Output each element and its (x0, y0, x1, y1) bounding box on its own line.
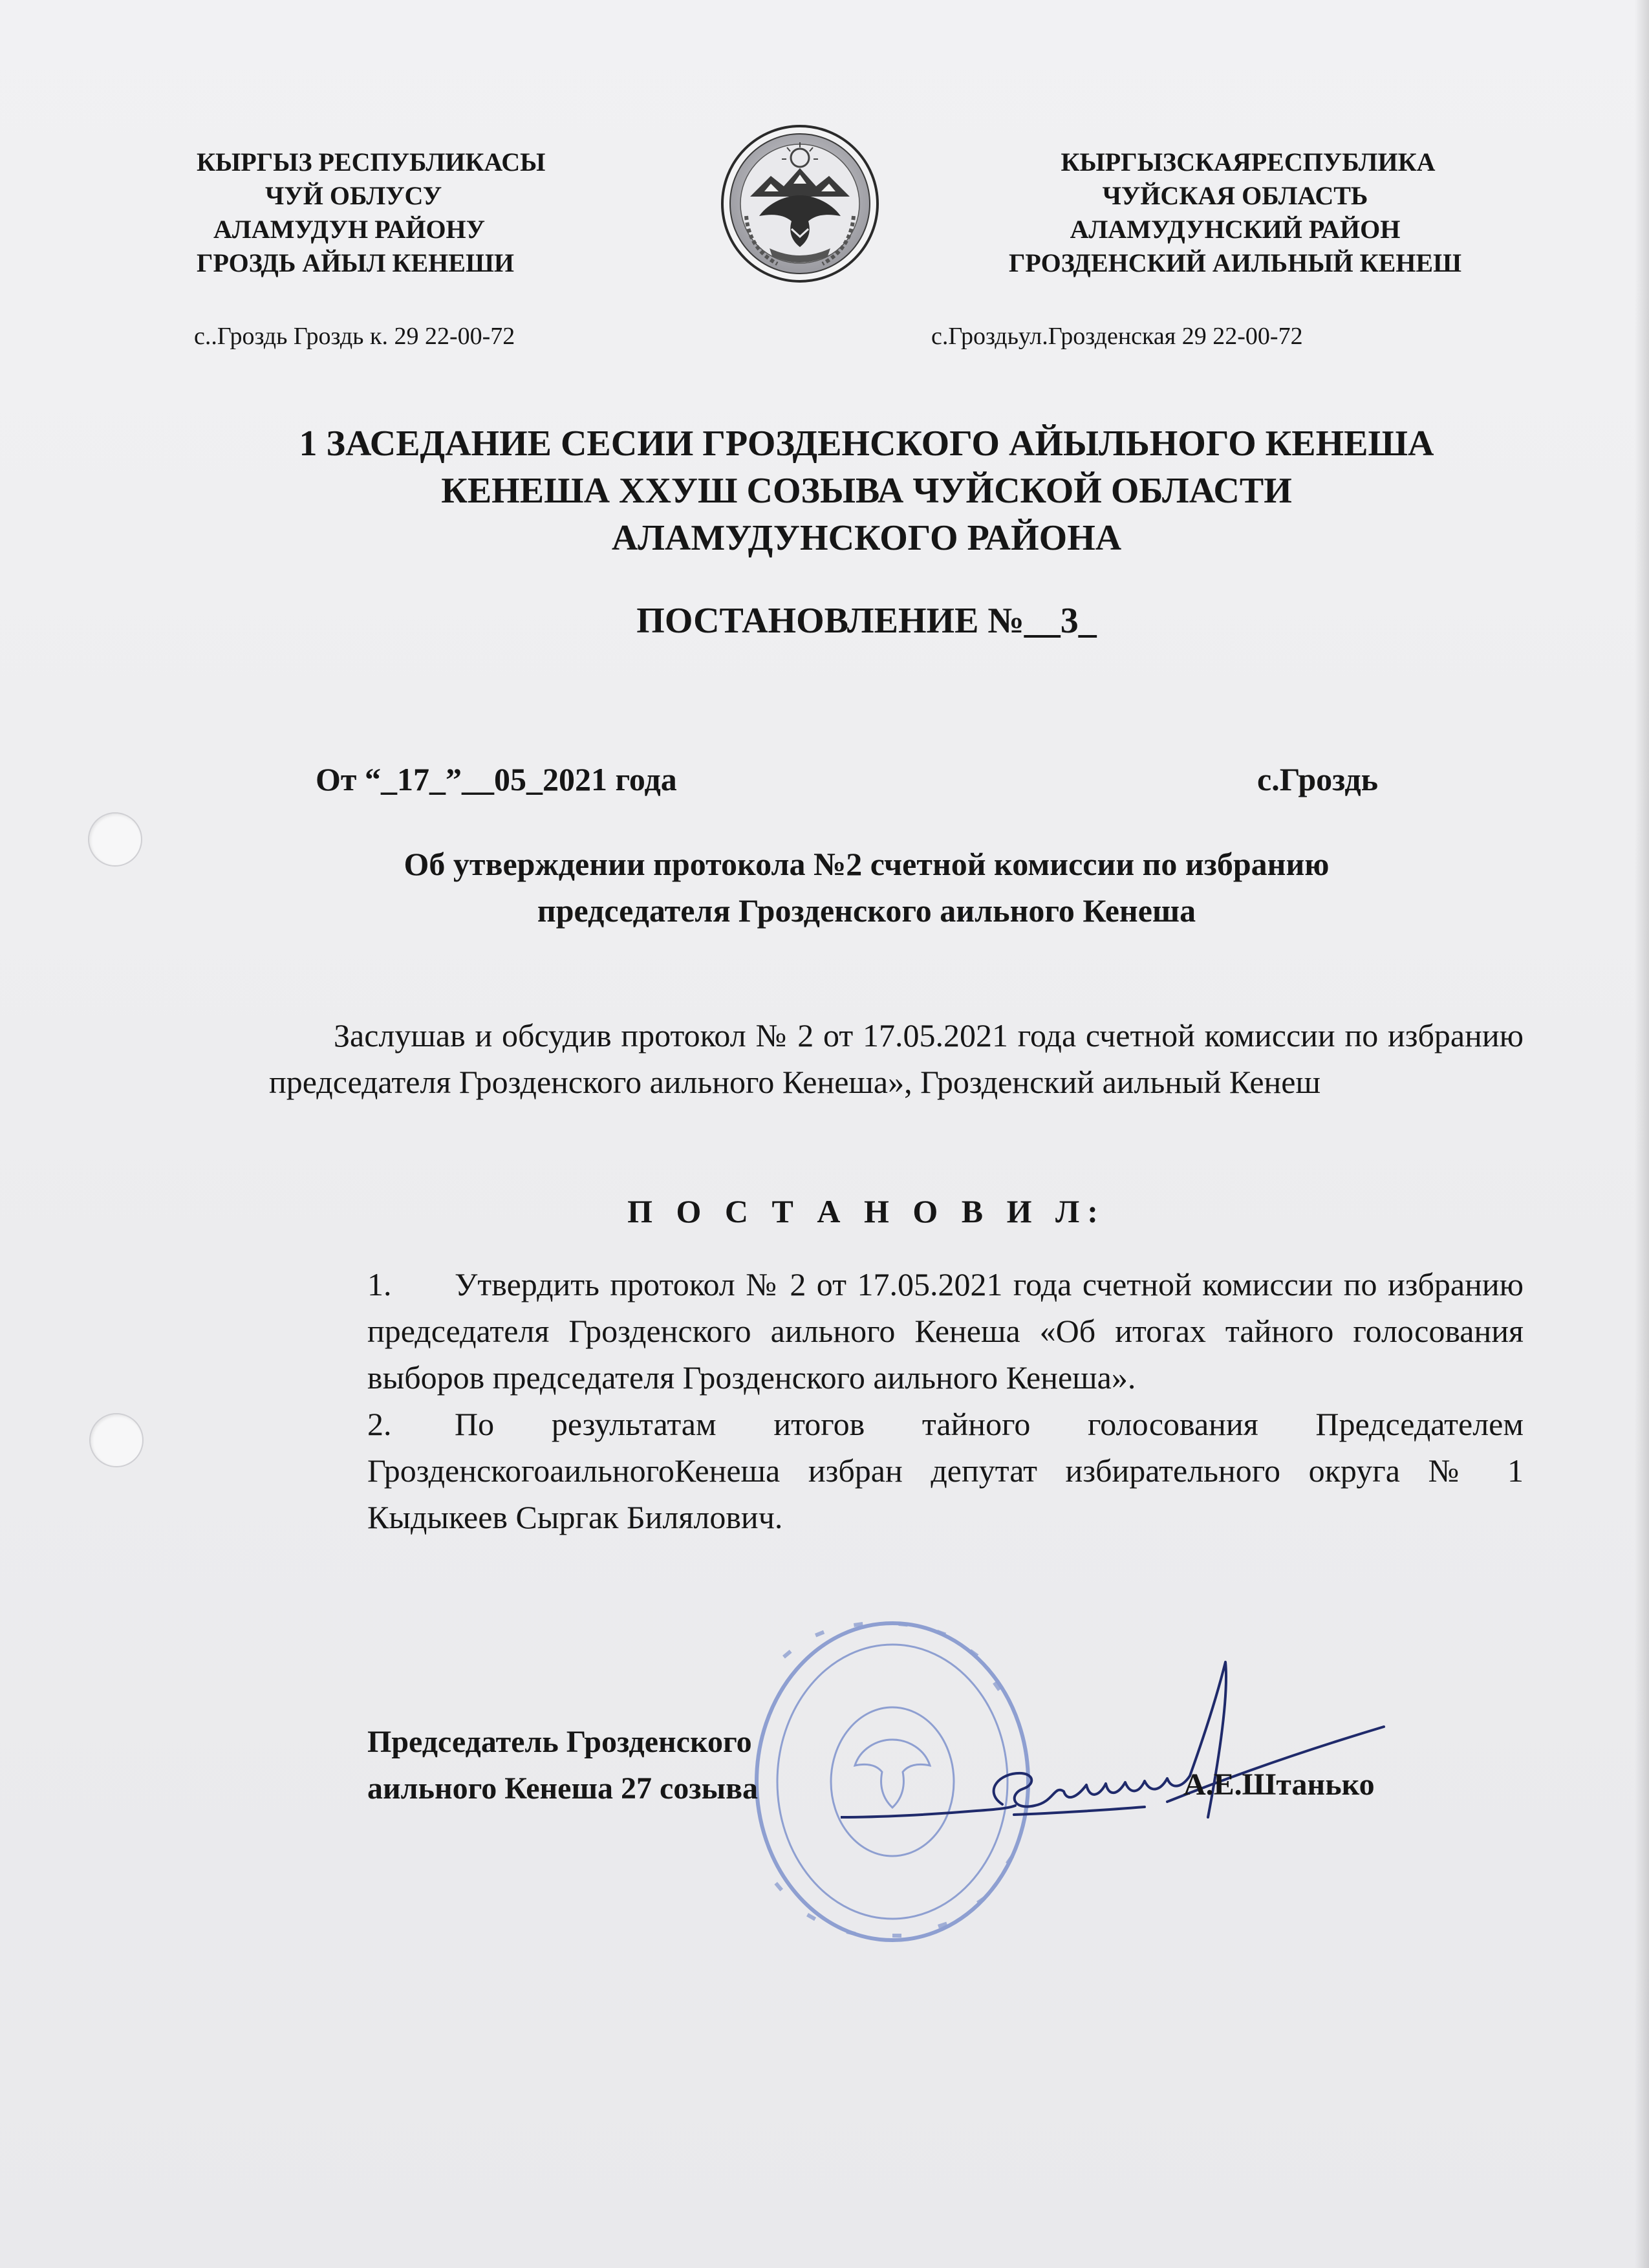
punch-hole-bottom (89, 1413, 144, 1467)
signatory-name: А.Е.Штанько (1183, 1767, 1375, 1802)
header-russian-line: ГРОЗДЕНСКИЙ АИЛЬНЫЙ КЕНЕШ (1008, 248, 1462, 277)
session-title-line: 1 ЗАСЕДАНИЕ СЕСИИ ГРОЗДЕНСКОГО АЙЫЛЬНОГО КЕНЕША (299, 424, 1434, 464)
page-edge-shadow (1635, 0, 1649, 2268)
header-kyrgyz-line: АЛАМУДУН РАЙОНУ (213, 215, 486, 244)
resolution-item (367, 1261, 1524, 1401)
session-title-line: АЛАМУДУНСКОГО РАЙОНА (611, 518, 1122, 558)
resolution-item (367, 1401, 1524, 1540)
resolution-item-number: 2. (367, 1406, 392, 1442)
resolution-items (367, 1261, 1524, 1540)
header-kyrgyz-line: ГРОЗДЬ АЙЫЛ КЕНЕШИ (197, 248, 514, 277)
preamble-paragraph: Заслушав и обсудив протокол № 2 от 17.05.2021 года счетной комиссии по избранию председателя Грозденского аильного Кенеша», Грозденский аильный Кенеш (269, 1017, 1524, 1100)
resolution-item-text: По результатам итогов тайного голосования Председателем ГрозденскогоаильногоКенеша избран депутат избирательного округа № 1 Кыдыкеев Сыргак Билялович. (367, 1406, 1524, 1535)
header-kyrgyz-line: ЧУЙ ОБЛУСУ (265, 181, 442, 210)
header-kyrgyz-block (188, 146, 614, 280)
decree-subject (272, 841, 1461, 934)
header-kyrgyz-line: КЫРГЫЗ РЕСПУБЛИКАСЫ (197, 147, 546, 177)
handwritten-signature-icon (841, 1656, 1410, 1850)
state-emblem-icon (719, 119, 881, 288)
address-kyrgyz: с..Гроздь Гроздь к. 29 22-00-72 (194, 323, 515, 350)
resolution-item-text: Утвердить протокол № 2 от 17.05.2021 года счетной комиссии по избранию председателя Грозденского аильного Кенеша «Об итогах тайного голосования выборов председателя Грозденского аильного Кенеша». (367, 1266, 1524, 1396)
signatory-position-line: Председатель Грозденского (367, 1725, 752, 1759)
decree-subject-line: председателя Грозденского аильного Кенеша (537, 892, 1196, 929)
header-russian-line: ЧУЙСКАЯ ОБЛАСТЬ (1102, 181, 1368, 210)
punch-hole-top (88, 812, 142, 867)
address-russian: с.Гроздьул.Грозденская 29 22-00-72 (931, 323, 1303, 350)
resolution-item-number: 1. (367, 1266, 392, 1302)
decree-subject-line: Об утверждении протокола №2 счетной комиссии по избранию (404, 846, 1330, 882)
decree-number: ПОСТАНОВЛЕНИЕ №__3_ (636, 601, 1097, 641)
session-title-line: КЕНЕША ХХУШ СОЗЫВА ЧУЙСКОЙ ОБЛАСТИ (441, 471, 1292, 511)
session-title (246, 420, 1487, 562)
resolved-heading: П О С Т А Н О В И Л: (627, 1193, 1106, 1229)
signatory-position-line: аильного Кенеша 27 созыва (367, 1771, 758, 1806)
preamble (269, 1012, 1524, 1105)
signatory-position (367, 1719, 758, 1812)
header-russian-line: АЛАМУДУНСКИЙ РАЙОН (1070, 215, 1401, 244)
decree-date: От “_17_”__05_2021 года (316, 761, 677, 797)
decree-place: с.Гроздь (1257, 761, 1379, 797)
header-russian-line: КЫРГЫЗСКАЯРЕСПУБЛИКА (1061, 147, 1436, 177)
header-russian-block (957, 146, 1513, 280)
